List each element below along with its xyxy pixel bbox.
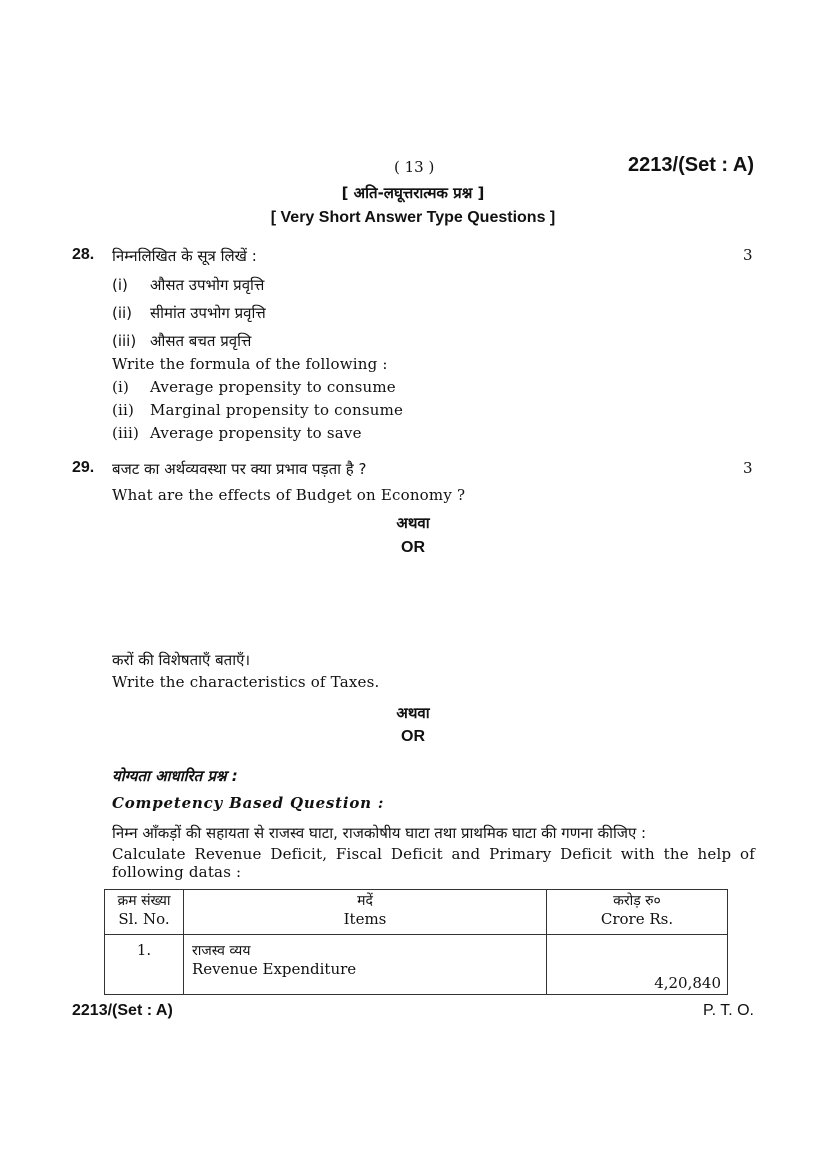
q28-item-hi-3: (iii) औसत बचत प्रवृत्ति (112, 332, 252, 350)
q29-alt-hindi: करों की विशेषताएँ बताएँ। (112, 651, 251, 669)
or-hindi-1: अथवा (396, 514, 430, 532)
competency-heading-english: Competency Based Question : (112, 794, 385, 812)
q29-marks: 3 (743, 459, 753, 477)
row-item: राजस्व व्यय Revenue Expenditure (184, 935, 547, 995)
or-english-2: OR (401, 728, 425, 745)
set-code-header: 2213/(Set : A) (628, 154, 754, 176)
page-number: ( 13 ) (394, 158, 435, 176)
data-table (104, 889, 728, 995)
section-title-english: [ Very Short Answer Type Questions ] (270, 209, 556, 226)
competency-heading-hindi: योग्यता आधारित प्रश्न : (112, 767, 238, 785)
q28-text-hindi: निम्नलिखित के सूत्र लिखें : (112, 247, 257, 265)
section-title-hindi: [ अति-लघूत्तरात्मक प्रश्न ] (341, 184, 485, 202)
set-code-footer: 2213/(Set : A) (72, 1002, 173, 1019)
q28-item-hi-1: (i) औसत उपभोग प्रवृत्ति (112, 276, 265, 294)
q28-text-english: Write the formula of the following : (112, 355, 388, 373)
header-crore-rs: करोड़ रु० Crore Rs. (547, 890, 728, 935)
row-value: 4,20,840 (547, 935, 728, 995)
q29-text-hindi: बजट का अर्थव्यवस्था पर क्या प्रभाव पड़ता है ? (112, 460, 367, 478)
q28-item-en-3: (iii) Average propensity to save (112, 424, 362, 442)
table-row (105, 935, 728, 995)
or-hindi-2: अथवा (396, 704, 430, 722)
question-number-29: 29. (72, 459, 95, 476)
competency-text-hindi: निम्न आँकड़ों की सहायता से राजस्व घाटा, राजकोषीय घाटा तथा प्राथमिक घाटा की गणना कीजिए : (112, 824, 647, 842)
question-number-28: 28. (72, 246, 95, 263)
pto-label: P. T. O. (703, 1002, 754, 1019)
header-sl-no: क्रम संख्या Sl. No. (105, 890, 184, 935)
competency-text-english: Calculate Revenue Deficit, Fiscal Deficit and Primary Deficit with the help of following datas : (112, 845, 755, 881)
header-items: मदें Items (184, 890, 547, 935)
q29-text-english: What are the effects of Budget on Economy ? (112, 486, 466, 504)
table-header-row (105, 890, 728, 935)
q28-marks: 3 (743, 246, 753, 264)
row-sl-no: 1. (105, 935, 184, 995)
q28-item-hi-2: (ii) सीमांत उपभोग प्रवृत्ति (112, 304, 266, 322)
q29-alt-english: Write the characteristics of Taxes. (112, 673, 380, 691)
or-english-1: OR (401, 539, 425, 556)
q28-item-en-2: (ii) Marginal propensity to consume (112, 401, 404, 419)
q28-item-en-1: (i) Average propensity to consume (112, 378, 396, 396)
